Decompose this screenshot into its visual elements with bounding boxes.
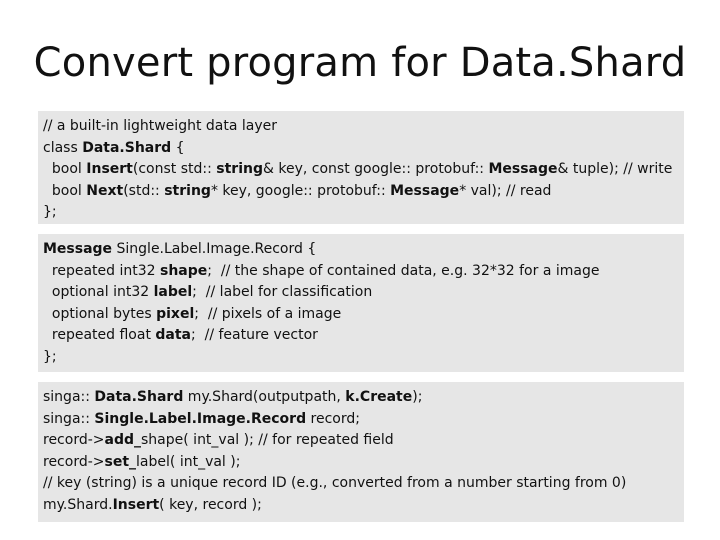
code-keyword: add_ [104,432,142,449]
code-keyword: string [164,182,211,199]
code-text: & tuple); // write [557,161,673,178]
code-keyword: data [155,327,191,344]
code-text: label( int_val ); [136,453,241,470]
code-keyword: label [153,284,193,301]
code-keyword: Message [390,182,460,199]
code-line [43,495,680,517]
code-block-datashard-class [38,111,684,224]
code-keyword: Data.Shard [94,389,184,405]
code-keyword: set_ [104,453,137,470]
code-text: singa:: [43,410,95,427]
code-text: my.Shard. [43,496,113,513]
code-text: // key (string) is a unique record ID (e.g., converted from a number starting from 0) [43,475,627,492]
code-text: ); [412,389,423,405]
code-keyword: Insert [86,161,133,178]
code-keyword: shape [160,262,208,279]
code-block-usage-example [38,382,684,522]
code-text: shape( int_val ); // for repeated field [141,432,394,449]
code-keyword: k.Create [345,389,413,405]
code-line [43,430,680,452]
code-line [43,387,680,409]
code-text: * key, google:: protobuf:: [210,182,391,199]
code-line [43,282,680,304]
code-line [43,239,680,261]
code-line [43,304,680,326]
code-text: // a built-in lightweight data layer [43,118,277,134]
code-block-message-definition [38,234,684,372]
code-line [43,159,680,181]
code-keyword: Data.Shard [82,139,172,156]
code-line [43,325,680,347]
code-text: singa:: [43,389,95,405]
code-text: { [171,139,185,156]
code-text: }; [43,204,57,221]
code-text: repeated float [43,327,156,344]
code-text: my.Shard(outputpath, [183,389,346,405]
code-text: (const std:: [132,161,217,178]
code-text: ; // feature vector [191,327,318,344]
code-text: Single.Label.Image.Record { [112,241,317,257]
code-text: }; [43,348,57,365]
code-keyword: string [216,161,263,178]
code-keyword: Message [43,241,113,257]
code-text: record-> [43,453,105,470]
code-text: optional bytes [43,305,157,322]
code-keyword: pixel [156,305,195,322]
code-line [43,409,680,431]
code-line [43,473,680,495]
code-text: class [43,139,83,156]
code-line [43,181,680,203]
code-text: record-> [43,432,105,449]
code-line [43,452,680,474]
code-line [43,202,680,224]
code-keyword: Message [488,161,558,178]
code-text: bool [43,182,87,199]
code-text: record; [306,410,360,427]
code-line [43,347,680,369]
code-keyword: Single.Label.Image.Record [94,410,307,427]
code-text: (std:: [123,182,165,199]
code-line [43,261,680,283]
code-text: ; // pixels of a image [194,305,342,322]
code-text: ; // the shape of contained data, e.g. 32*32 for a image [207,262,600,279]
code-text: & key, const google:: protobuf:: [262,161,489,178]
code-line [43,116,680,138]
code-text: ( key, record ); [159,496,262,513]
code-line [43,138,680,160]
code-text: ; // label for classification [192,284,373,301]
code-keyword: Next [86,182,124,199]
slide-title: Convert program for Data.Shard [33,40,687,86]
code-keyword: Insert [112,496,160,513]
code-text: * val); // read [459,182,552,199]
code-text: bool [43,161,87,178]
code-text: optional int32 [43,284,154,301]
code-text: repeated int32 [43,262,160,279]
